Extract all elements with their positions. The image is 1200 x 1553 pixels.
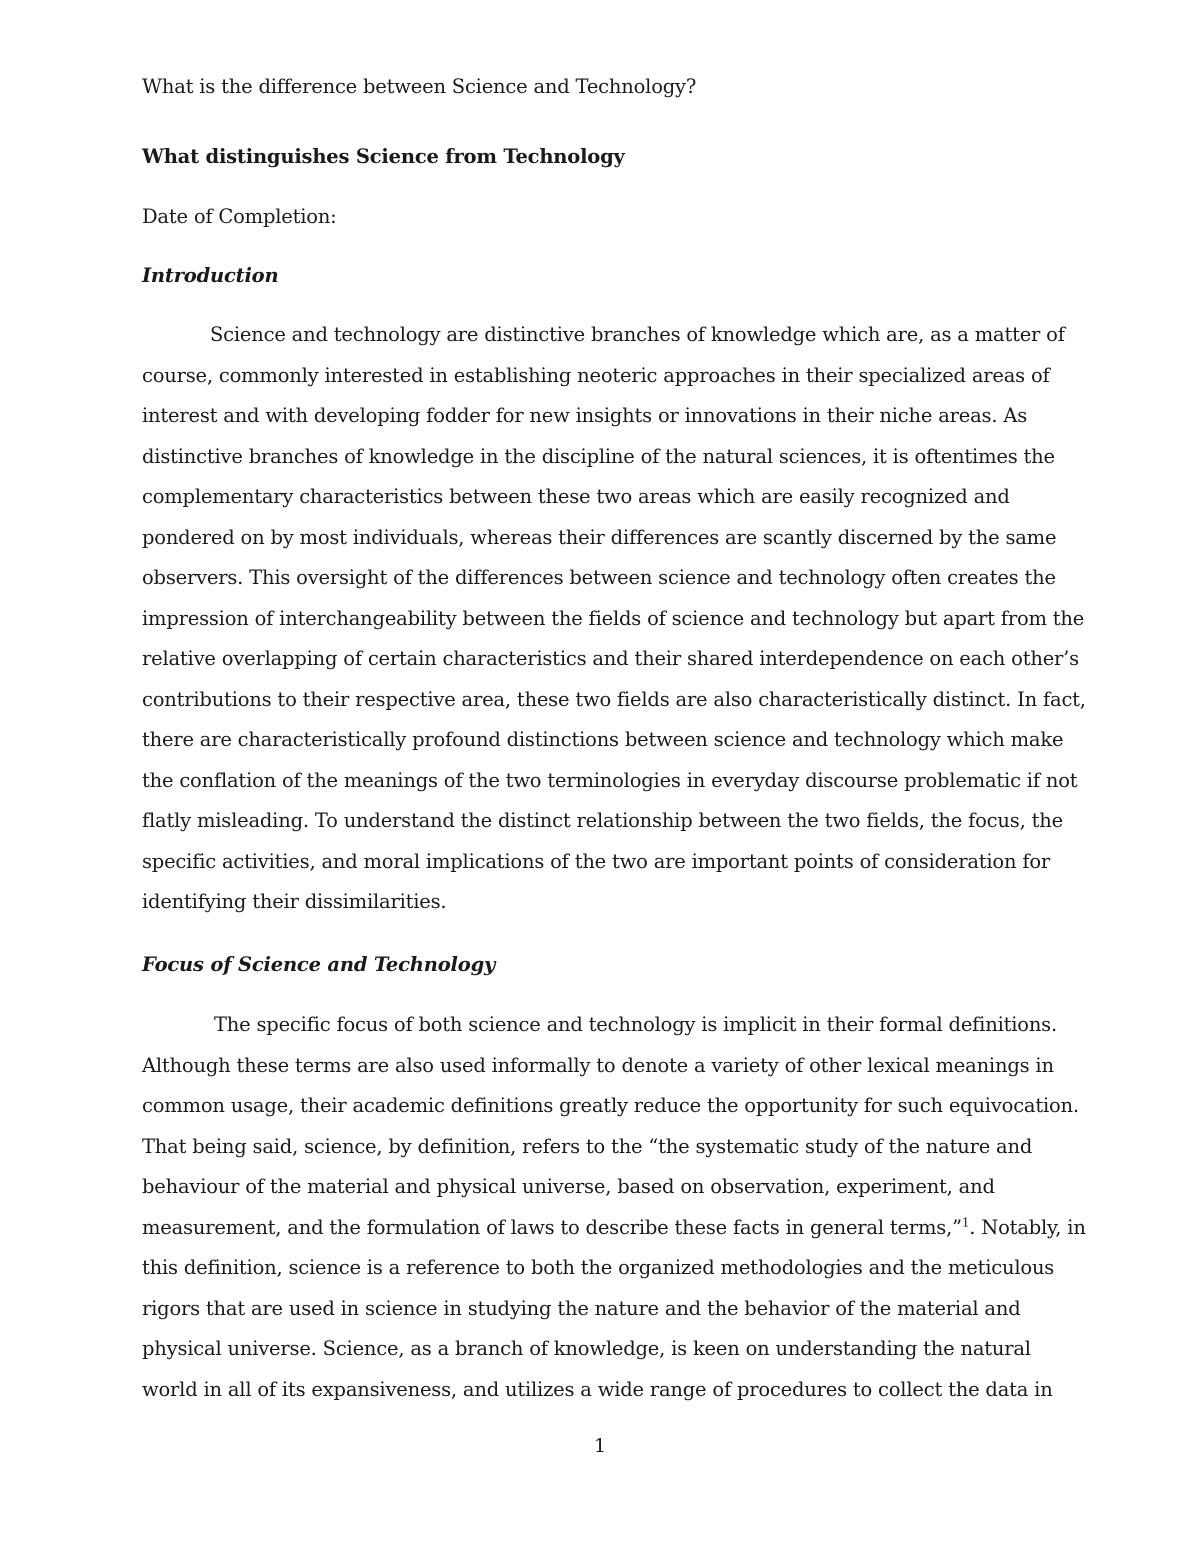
date-of-completion: Date of Completion: [142,205,337,228]
paragraph-line: there are characteristically profound distinctions between science and technology which make [142,728,1064,751]
paragraph-line: Although these terms are also used informally to denote a variety of other lexical meanings in [142,1053,1054,1077]
paragraph-line: That being said, science, by definition, refers to the “the systematic study of the nature and [142,1134,1033,1158]
paragraph-line: distinctive branches of knowledge in the discipline of the natural sciences, it is oftentimes the [142,444,1055,468]
paragraph-line: physical universe. Science, as a branch of knowledge, is keen on understanding the natural [142,1337,1031,1360]
paragraph-line: contributions to their respective area, these two fields are also characteristically distinct. In fact, [142,687,1086,711]
paragraph-line: world in all of its expansiveness, and utilizes a wide range of procedures to collect the data in [142,1377,1053,1401]
paragraph-line: pondered on by most individuals, whereas their differences are scantly discerned by the same [142,525,1057,549]
page-number: 1 [593,1435,607,1457]
paragraph-line: observers. This oversight of the differences between science and technology often creates the [142,566,1056,589]
paragraph-line: flatly misleading. To understand the distinct relationship between the two fields, the focus, the [142,809,1063,832]
footnote-reference[interactable]: 1 [961,1215,970,1229]
paragraph-line: complementary characteristics between these two areas which are easily recognized and [142,485,1010,508]
paragraph-line: rigors that are used in science in studying the nature and the behavior of the material and [142,1296,1021,1320]
paragraph-line: impression of interchangeability between the fields of science and technology but apart from the [142,606,1085,630]
paragraph-line: behaviour of the material and physical universe, based on observation, experiment, and [142,1175,995,1198]
paragraph-line: course, commonly interested in establishing neoteric approaches in their specialized areas of [142,363,1050,387]
paragraph-line: identifying their dissimilarities. [142,890,447,913]
paragraph-line: measurement, and the formulation of laws to describe these facts in general terms,”$^1$. Notably, in [142,1215,1086,1239]
introduction-paragraph [142,315,1086,923]
document-title: What is the difference between Science and Technology? [142,75,697,98]
introduction-heading: Introduction [142,264,279,287]
paragraph-line: the conflation of the meanings of the two terminologies in everyday discourse problematic if not [142,768,1078,792]
focus-heading: Focus of Science and Technology [142,953,496,976]
paragraph-line: common usage, their academic definitions greatly reduce the opportunity for such equivocation. [142,1094,1079,1117]
paragraph-line: The specific focus of both science and technology is implicit in their formal definitions. [214,1013,1057,1036]
focus-paragraph [142,1005,1086,1410]
paragraph-line: this definition, science is a reference to both the organized methodologies and the meticulous [142,1256,1055,1279]
main-heading: What distinguishes Science from Technology [142,145,625,168]
paragraph-line: relative overlapping of certain characteristics and their shared interdependence on each other’s [142,647,1079,670]
paragraph-line: Science and technology are distinctive branches of knowledge which are, as a matter of [210,323,1065,346]
paragraph-line: specific activities, and moral implications of the two are important points of consideration for [142,849,1051,873]
paragraph-line: interest and with developing fodder for new insights or innovations in their niche areas. As [142,404,1028,427]
